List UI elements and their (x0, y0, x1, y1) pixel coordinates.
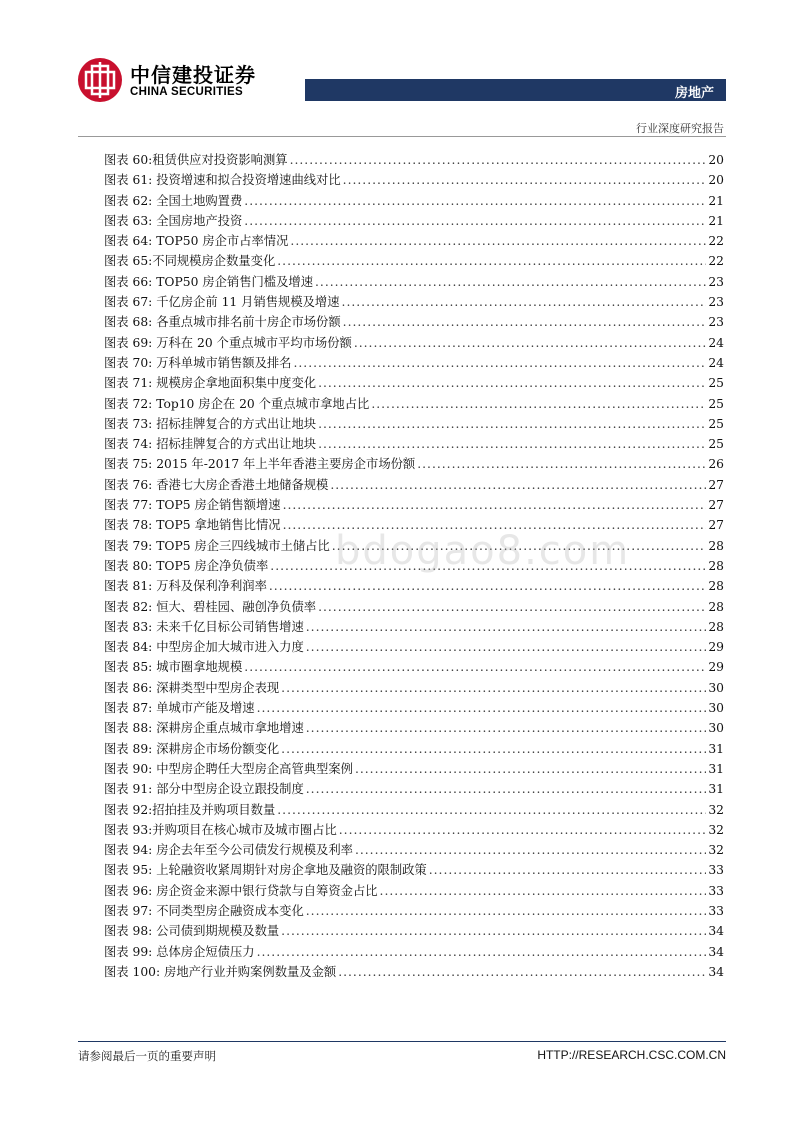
toc-entry-title: 图表 98: 公司债到期规模及数量 (104, 924, 280, 939)
toc-leader-dots (339, 820, 707, 840)
toc-leader-dots (293, 353, 706, 373)
toc-entry-title: 图表 82: 恒大、碧桂园、融创净负债率 (104, 599, 317, 614)
toc-page-number: 27 (708, 498, 724, 513)
section-label: 房地产 (674, 86, 714, 101)
toc-page-number: 28 (708, 538, 724, 553)
toc-entry-title: 图表 91: 部分中型房企设立跟投制度 (104, 782, 304, 797)
page-header (0, 0, 800, 140)
toc-page-number: 31 (708, 741, 724, 756)
toc-page-number: 34 (708, 944, 724, 959)
toc-entry-title: 图表 92:招拍挂及并购项目数量 (104, 802, 276, 817)
toc-page-number: 24 (708, 335, 724, 350)
toc-leader-dots (318, 597, 706, 617)
toc-entry[interactable] (104, 251, 724, 271)
toc-entry[interactable] (104, 921, 724, 941)
toc-page-number: 34 (708, 924, 724, 939)
toc-page-number: 28 (708, 579, 724, 594)
toc-leader-dots (429, 860, 707, 880)
toc-page-number: 25 (708, 376, 724, 391)
header-divider (78, 136, 726, 137)
toc-entry[interactable] (104, 820, 724, 840)
toc-page-number: 30 (708, 721, 724, 736)
toc-entry[interactable] (104, 800, 724, 820)
toc-entry-title: 图表 69: 万科在 20 个重点城市平均市场份额 (104, 335, 352, 350)
toc-entry-title: 图表 95: 上轮融资收紧周期针对房企拿地及融资的限制政策 (104, 863, 427, 878)
toc-leader-dots (318, 414, 706, 434)
toc-leader-dots (417, 454, 706, 474)
toc-leader-dots (283, 495, 707, 515)
toc-entry-title: 图表 96: 房企资金来源中银行贷款与自筹资金占比 (104, 883, 378, 898)
toc-entry[interactable] (104, 860, 724, 880)
toc-entry-title: 图表 78: TOP5 拿地销售比情况 (104, 518, 281, 533)
toc-entry-title: 图表 67: 千亿房企前 11 月销售规模及增速 (104, 295, 340, 310)
toc-page-number: 27 (708, 518, 724, 533)
toc-entry-title: 图表 99: 总体房企短债压力 (104, 944, 255, 959)
toc-entry[interactable] (104, 231, 724, 251)
toc-entry-title: 图表 68: 各重点城市排名前十房企市场份额 (104, 315, 341, 330)
toc-leader-dots (277, 800, 706, 820)
toc-page-number: 31 (708, 782, 724, 797)
toc-leader-dots (380, 881, 707, 901)
footer-divider (78, 1041, 726, 1042)
toc-leader-dots (306, 617, 707, 637)
toc-entry[interactable] (104, 678, 724, 698)
toc-leader-dots (343, 170, 707, 190)
toc-entry[interactable] (104, 698, 724, 718)
toc-leader-dots (281, 921, 706, 941)
toc-page-number: 28 (708, 619, 724, 634)
toc-entry-title: 图表 83: 未来千亿目标公司销售增速 (104, 619, 304, 634)
toc-entry[interactable] (104, 353, 724, 373)
toc-entry[interactable] (104, 881, 724, 901)
toc-page-number: 34 (708, 964, 724, 979)
toc-leader-dots (306, 901, 707, 921)
toc-entry[interactable] (104, 901, 724, 921)
toc-leader-dots (281, 739, 706, 759)
toc-entry[interactable] (104, 597, 724, 617)
toc-leader-dots (269, 576, 706, 596)
toc-page-number: 29 (708, 660, 724, 675)
toc-entry-title: 图表 70: 万科单城市销售额及排名 (104, 355, 292, 370)
toc-leader-dots (257, 698, 707, 718)
toc-page-number: 22 (708, 254, 724, 269)
toc-entry[interactable] (104, 170, 724, 190)
toc-entry[interactable] (104, 617, 724, 637)
toc-leader-dots (318, 434, 706, 454)
toc-entry[interactable] (104, 211, 724, 231)
toc-entry-title: 图表 90: 中型房企聘任大型房企高管典型案例 (104, 761, 353, 776)
disclaimer-note: 请参阅最后一页的重要声明 (78, 1049, 216, 1063)
toc-entry-title: 图表 66: TOP50 房企销售门槛及增速 (104, 274, 313, 289)
toc-entry-title: 图表 63: 全国房地产投资 (104, 213, 243, 228)
logo-chinese-name: 中信建投证券 (130, 63, 256, 87)
toc-leader-dots (371, 394, 706, 414)
toc-leader-dots (290, 231, 706, 251)
toc-page-number: 28 (708, 558, 724, 573)
toc-entry[interactable] (104, 718, 724, 738)
toc-entry-title: 图表 80: TOP5 房企净负债率 (104, 558, 269, 573)
toc-page-number: 28 (708, 599, 724, 614)
toc-entry[interactable] (104, 779, 724, 799)
toc-page-number: 25 (708, 437, 724, 452)
toc-leader-dots (306, 637, 707, 657)
toc-page-number: 25 (708, 396, 724, 411)
toc-entry-title: 图表 75: 2015 年-2017 年上半年香港主要房企市场份额 (104, 457, 416, 472)
toc-page-number: 33 (708, 863, 724, 878)
toc-leader-dots (306, 779, 707, 799)
toc-entry-title: 图表 84: 中型房企加大城市进入力度 (104, 640, 304, 655)
toc-entry-title: 图表 79: TOP5 房企三四线城市土储占比 (104, 538, 330, 553)
toc-entry[interactable] (104, 333, 724, 353)
toc-entry-title: 图表 61: 投资增速和拟合投资增速曲线对比 (104, 173, 341, 188)
toc-entry[interactable] (104, 739, 724, 759)
toc-entry-title: 图表 93:并购项目在核心城市及城市圈占比 (104, 822, 337, 837)
toc-page-number: 24 (708, 355, 724, 370)
toc-leader-dots (342, 292, 707, 312)
toc-page-number: 32 (708, 802, 724, 817)
toc-entry[interactable] (104, 292, 724, 312)
toc-entry-title: 图表 81: 万科及保利净利润率 (104, 579, 267, 594)
toc-leader-dots (290, 150, 707, 170)
toc-page-number: 30 (708, 680, 724, 695)
toc-entry-title: 图表 74: 招标挂牌复合的方式出让地块 (104, 437, 317, 452)
toc-entry-title: 图表 65:不同规模房企数量变化 (104, 254, 276, 269)
toc-entry-title: 图表 62: 全国土地购置费 (104, 193, 243, 208)
toc-leader-dots (306, 718, 707, 738)
toc-entry[interactable] (104, 637, 724, 657)
toc-entry[interactable] (104, 312, 724, 332)
toc-entry[interactable] (104, 191, 724, 211)
toc-entry[interactable] (104, 942, 724, 962)
toc-entry[interactable] (104, 414, 724, 434)
toc-page-number: 20 (708, 153, 724, 167)
website-url: HTTP://RESEARCH.CSC.COM.CN (537, 1048, 726, 1062)
toc-page-number: 27 (708, 477, 724, 492)
toc-leader-dots (318, 373, 706, 393)
toc-page-number: 23 (708, 274, 724, 289)
toc-page-number: 25 (708, 416, 724, 431)
toc-entry-title: 图表 88: 深耕房企重点城市拿地增速 (104, 721, 304, 736)
toc-page-number: 33 (708, 903, 724, 918)
toc-entry-title: 图表 86: 深耕类型中型房企表现 (104, 680, 280, 695)
toc-page-number: 33 (708, 883, 724, 898)
toc-entry-title: 图表 87: 单城市产能及增速 (104, 701, 255, 716)
watermark: bdogao8.com (335, 528, 631, 574)
toc-entry[interactable] (104, 272, 724, 292)
company-logo (78, 58, 268, 104)
toc-leader-dots (315, 272, 706, 292)
section-bar (305, 79, 726, 101)
toc-entry[interactable] (104, 150, 724, 170)
toc-page-number: 21 (708, 193, 724, 208)
logo-english-name: CHINA SECURITIES (130, 86, 243, 98)
toc-entry-title: 图表 97: 不同类型房企融资成本变化 (104, 903, 304, 918)
toc-leader-dots (338, 962, 706, 982)
toc-leader-dots (355, 759, 706, 779)
toc-leader-dots (343, 312, 707, 332)
toc-leader-dots (355, 840, 706, 860)
toc-page-number: 20 (708, 173, 724, 188)
toc-entry-title: 图表 64: TOP50 房企市占率情况 (104, 234, 289, 249)
toc-entry[interactable] (104, 475, 724, 495)
toc-leader-dots (277, 251, 706, 271)
toc-entry[interactable] (104, 394, 724, 414)
toc-page-number: 30 (708, 701, 724, 716)
toc-page-number: 23 (708, 295, 724, 310)
toc-entry[interactable] (104, 576, 724, 596)
toc-entry[interactable] (104, 962, 724, 982)
toc-entry-title: 图表 71: 规模房企拿地面积集中度变化 (104, 376, 317, 391)
toc-page-number: 32 (708, 822, 724, 837)
toc-entry-title: 图表 76: 香港七大房企香港土地储备规模 (104, 477, 329, 492)
toc-entry-title: 图表 94: 房企去年至今公司债发行规模及利率 (104, 843, 353, 858)
toc-entry[interactable] (104, 759, 724, 779)
toc-leader-dots (244, 211, 706, 231)
toc-entry-title: 图表 73: 招标挂牌复合的方式出让地块 (104, 416, 317, 431)
toc-entry-title: 图表 77: TOP5 房企销售额增速 (104, 498, 281, 513)
toc-entry-title: 图表 60:租赁供应对投资影响测算 (104, 153, 288, 167)
toc-page-number: 32 (708, 843, 724, 858)
toc-leader-dots (257, 942, 707, 962)
toc-leader-dots (244, 657, 706, 677)
toc-leader-dots (244, 191, 706, 211)
toc-page-number: 21 (708, 213, 724, 228)
toc-entry[interactable] (104, 840, 724, 860)
toc-entry-title: 图表 85: 城市圈拿地规模 (104, 660, 243, 675)
toc-leader-dots (330, 475, 706, 495)
toc-entry-title: 图表 72: Top10 房企在 20 个重点城市拿地占比 (104, 396, 370, 411)
toc-entry-title: 图表 89: 深耕房企市场份额变化 (104, 741, 280, 756)
toc-entry[interactable] (104, 657, 724, 677)
toc-page-number: 29 (708, 640, 724, 655)
toc-entry[interactable] (104, 434, 724, 454)
toc-entry[interactable] (104, 454, 724, 474)
toc-page-number: 26 (708, 457, 724, 472)
toc-leader-dots (354, 333, 707, 353)
toc-page-number: 23 (708, 315, 724, 330)
logo-emblem-icon (78, 58, 122, 102)
toc-page-number: 22 (708, 234, 724, 249)
toc-leader-dots (281, 678, 706, 698)
toc-page-number: 31 (708, 761, 724, 776)
toc-entry[interactable] (104, 495, 724, 515)
report-type: 行业深度研究报告 (636, 122, 724, 135)
toc-entry-title: 图表 100: 房地产行业并购案例数量及金额 (104, 964, 337, 979)
toc-entry[interactable] (104, 373, 724, 393)
